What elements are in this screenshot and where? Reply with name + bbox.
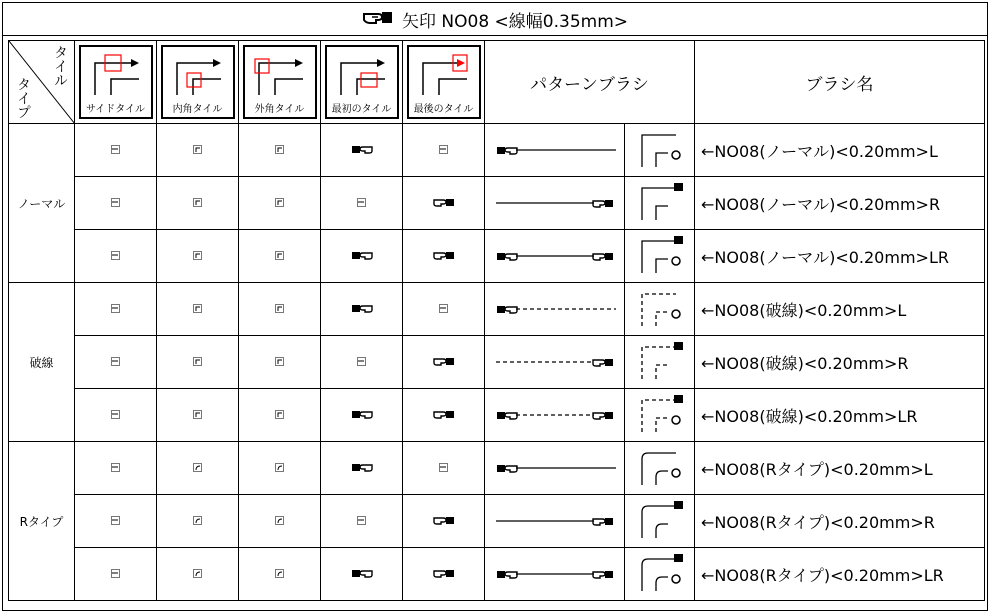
tile-label: 最後のタイル	[413, 104, 474, 115]
tile-preview-icon	[439, 145, 448, 154]
tile-preview-icon	[357, 198, 366, 207]
hand-arrow-icon	[593, 359, 613, 366]
last-tile-cell	[403, 336, 485, 389]
hand-arrow-icon	[433, 408, 455, 420]
tile-preview-icon	[111, 463, 120, 472]
tile-preview-icon	[275, 463, 284, 472]
table-row	[9, 389, 985, 442]
pattern-line-preview	[490, 188, 620, 218]
hand-arrow-icon	[497, 253, 517, 260]
side-tile-cell	[75, 283, 157, 336]
tile-preview-icon	[275, 569, 284, 578]
brush-name: ←NO08(Rタイプ)<0.20mm>LR	[695, 548, 985, 601]
corner-cell	[625, 124, 695, 177]
last-tile-cell	[403, 495, 485, 548]
pattern-cell	[485, 389, 625, 442]
pattern-cell	[485, 177, 625, 230]
table-row	[9, 548, 985, 601]
pattern-line-preview	[490, 506, 620, 536]
tile-preview-icon	[193, 198, 202, 207]
corner-cell	[625, 442, 695, 495]
side-tile-cell	[75, 124, 157, 177]
corner-preview	[636, 286, 684, 330]
pattern-cell	[485, 442, 625, 495]
hand-arrow-icon	[433, 249, 455, 261]
inner-tile-cell	[157, 283, 239, 336]
corner-preview	[636, 551, 684, 595]
tile-header-last	[403, 41, 485, 124]
pattern-cell	[485, 124, 625, 177]
tile-preview-icon	[111, 569, 120, 578]
last-tile-cell	[403, 442, 485, 495]
tile-preview-icon	[111, 198, 120, 207]
outer-tile-cell	[239, 283, 321, 336]
header-row	[9, 41, 985, 124]
outer-tile-cell	[239, 548, 321, 601]
tile-preview-icon	[193, 251, 202, 260]
tile-label: 最初のタイル	[331, 104, 392, 115]
hand-arrow-icon	[433, 196, 455, 208]
tile-label: 内角タイル	[172, 104, 223, 115]
side-tile-cell	[75, 548, 157, 601]
pattern-line-preview	[490, 453, 620, 483]
corner-cell	[625, 230, 695, 283]
hand-arrow-icon	[351, 143, 373, 155]
corner-preview	[636, 392, 684, 436]
hand-arrow-icon	[351, 302, 373, 314]
tile-preview-icon	[275, 304, 284, 313]
tile-preview-icon	[193, 304, 202, 313]
last-tile-cell	[403, 230, 485, 283]
first-tile-cell	[321, 495, 403, 548]
pattern-line-preview	[490, 241, 620, 271]
table-row	[9, 442, 985, 495]
outer-tile-cell	[239, 230, 321, 283]
side-tile-cell	[75, 389, 157, 442]
inner-tile-cell	[157, 124, 239, 177]
outer-tile-cell	[239, 177, 321, 230]
hand-arrow-icon	[497, 571, 517, 578]
tile-preview-icon	[193, 516, 202, 525]
brush-name: ←NO08(破線)<0.20mm>LR	[695, 389, 985, 442]
corner-cell	[625, 283, 695, 336]
pattern-line-preview	[490, 135, 620, 165]
first-tile-cell	[321, 442, 403, 495]
corner-cell	[625, 177, 695, 230]
first-tile-cell	[321, 177, 403, 230]
hand-arrow-icon	[593, 571, 613, 578]
hand-arrow-icon	[433, 567, 455, 579]
inner-tile-cell	[157, 177, 239, 230]
tile-preview-icon	[275, 198, 284, 207]
tile-preview-icon	[357, 357, 366, 366]
hand-arrow-icon	[593, 412, 613, 419]
tile-preview-icon	[111, 304, 120, 313]
page-title-bar	[3, 3, 987, 36]
outer-tile-cell	[239, 336, 321, 389]
type-label: 破線	[9, 283, 75, 442]
last-tile-cell	[403, 177, 485, 230]
corner-cell	[625, 495, 695, 548]
tile-preview-icon	[193, 145, 202, 154]
corner-preview	[636, 498, 684, 542]
tile-label: サイドタイル	[85, 104, 146, 115]
outer-tile-cell	[239, 495, 321, 548]
hand-arrow-icon	[593, 253, 613, 260]
tile-preview-icon	[357, 516, 366, 525]
inner-tile-cell	[157, 230, 239, 283]
hand-arrow-icon	[497, 306, 517, 313]
outer-tile-cell	[239, 442, 321, 495]
tile-header-outer	[239, 41, 321, 124]
tile-header-inner	[157, 41, 239, 124]
side-tile-cell	[75, 177, 157, 230]
table-row	[9, 495, 985, 548]
pattern-line-preview	[490, 400, 620, 430]
brush-name: ←NO08(Rタイプ)<0.20mm>R	[695, 495, 985, 548]
pattern-line-preview	[490, 347, 620, 377]
side-tile-cell	[75, 230, 157, 283]
tile-preview-icon	[439, 304, 448, 313]
table-row	[9, 283, 985, 336]
tile-preview-icon	[275, 145, 284, 154]
pointing-hand-icon	[362, 8, 394, 31]
type-label: ノーマル	[9, 124, 75, 283]
pattern-line-preview	[490, 294, 620, 324]
brush-name: ←NO08(破線)<0.20mm>L	[695, 283, 985, 336]
corner-preview	[636, 445, 684, 489]
tile-preview-icon	[111, 410, 120, 419]
corner-preview	[636, 180, 684, 224]
hand-arrow-icon	[497, 412, 517, 419]
brush-name: ←NO08(破線)<0.20mm>R	[695, 336, 985, 389]
tile-preview-icon	[193, 463, 202, 472]
inner-tile-cell	[157, 442, 239, 495]
tile-preview-icon	[193, 410, 202, 419]
corner-preview	[636, 339, 684, 383]
pattern-line-preview	[490, 559, 620, 589]
type-label: Rタイプ	[9, 442, 75, 601]
hand-arrow-icon	[433, 514, 455, 526]
tile-preview-icon	[275, 357, 284, 366]
tile-preview-icon	[111, 357, 120, 366]
pattern-cell	[485, 230, 625, 283]
hand-arrow-icon	[351, 408, 373, 420]
first-tile-cell	[321, 389, 403, 442]
last-tile-cell	[403, 283, 485, 336]
corner-header	[9, 41, 75, 124]
tile-preview-icon	[275, 251, 284, 260]
side-tile-cell	[75, 442, 157, 495]
pattern-cell	[485, 283, 625, 336]
corner-cell	[625, 548, 695, 601]
table-row	[9, 336, 985, 389]
tile-preview-icon	[275, 410, 284, 419]
pattern-brush-header: パターンブラシ	[485, 41, 695, 124]
inner-tile-cell	[157, 336, 239, 389]
table-row	[9, 177, 985, 230]
sheet-frame	[2, 2, 988, 611]
brush-table	[8, 40, 985, 601]
hand-arrow-icon	[433, 355, 455, 367]
inner-tile-cell	[157, 548, 239, 601]
first-tile-cell	[321, 124, 403, 177]
side-tile-cell	[75, 336, 157, 389]
hand-arrow-icon	[351, 461, 373, 473]
corner-preview	[636, 233, 684, 277]
tile-label: 外角タイル	[254, 104, 305, 115]
side-tile-cell	[75, 495, 157, 548]
page-title: 矢印 NO08 <線幅0.35mm>	[402, 11, 628, 32]
last-tile-cell	[403, 548, 485, 601]
tile-preview-icon	[111, 516, 120, 525]
first-tile-cell	[321, 230, 403, 283]
corner-cell	[625, 336, 695, 389]
brush-name: ←NO08(ノーマル)<0.20mm>L	[695, 124, 985, 177]
hand-arrow-icon	[351, 249, 373, 261]
tile-preview-icon	[193, 357, 202, 366]
tile-preview-icon	[193, 569, 202, 578]
hand-arrow-icon	[497, 147, 517, 154]
hand-arrow-icon	[593, 200, 613, 207]
pattern-cell	[485, 336, 625, 389]
brush-name: ←NO08(Rタイプ)<0.20mm>L	[695, 442, 985, 495]
table-row	[9, 124, 985, 177]
corner-type-label: タイプ	[15, 77, 31, 119]
tile-preview-icon	[111, 145, 120, 154]
brush-name: ←NO08(ノーマル)<0.20mm>R	[695, 177, 985, 230]
tile-preview-icon	[439, 463, 448, 472]
tile-preview-icon	[111, 251, 120, 260]
outer-tile-cell	[239, 389, 321, 442]
brush-name: ←NO08(ノーマル)<0.20mm>LR	[695, 230, 985, 283]
outer-tile-cell	[239, 124, 321, 177]
corner-cell	[625, 389, 695, 442]
pattern-cell	[485, 548, 625, 601]
last-tile-cell	[403, 389, 485, 442]
inner-tile-cell	[157, 495, 239, 548]
corner-tile-label: タイル	[52, 45, 68, 87]
table-row	[9, 230, 985, 283]
corner-preview	[636, 127, 684, 171]
tile-header-side	[75, 41, 157, 124]
inner-tile-cell	[157, 389, 239, 442]
first-tile-cell	[321, 283, 403, 336]
hand-arrow-icon	[593, 518, 613, 525]
pattern-cell	[485, 495, 625, 548]
last-tile-cell	[403, 124, 485, 177]
first-tile-cell	[321, 336, 403, 389]
brush-name-header: ブラシ名	[695, 41, 985, 124]
tile-preview-icon	[275, 516, 284, 525]
first-tile-cell	[321, 548, 403, 601]
hand-arrow-icon	[351, 567, 373, 579]
tile-header-first	[321, 41, 403, 124]
hand-arrow-icon	[497, 465, 517, 472]
